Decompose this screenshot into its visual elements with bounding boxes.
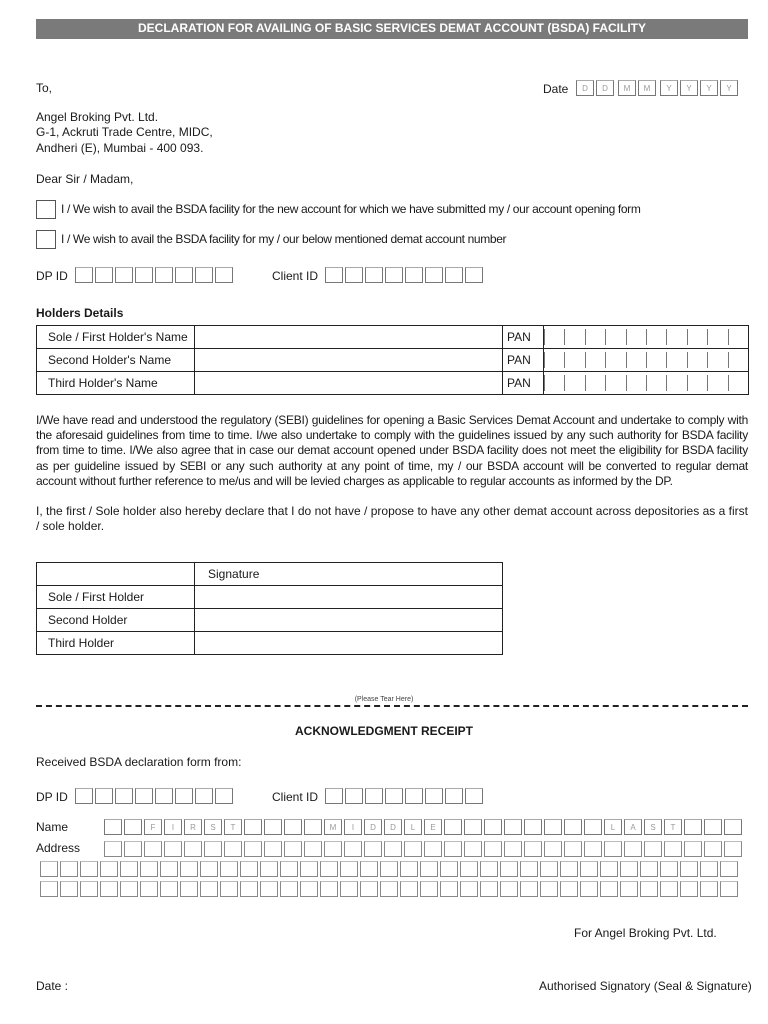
name-char-box[interactable] <box>124 819 142 835</box>
form-title: DECLARATION FOR AVAILING OF BASIC SERVICES DEMAT ACCOUNT (BSDA) FACILITY <box>36 19 748 39</box>
pan-label: PAN <box>503 372 544 395</box>
id-char-box[interactable] <box>425 788 443 804</box>
ack-title: ACKNOWLEDGMENT RECEIPT <box>295 724 473 738</box>
signature-row-label: Third Holder <box>37 632 195 655</box>
id-char-box[interactable] <box>325 267 343 283</box>
name-char-box[interactable]: R <box>184 819 202 835</box>
address-char-box[interactable] <box>140 861 158 877</box>
received-from-label: Received BSDA declaration form from: <box>36 755 242 769</box>
name-char-box[interactable] <box>284 819 302 835</box>
ack-dp-id-label: DP ID <box>36 790 68 804</box>
name-char-box[interactable] <box>544 819 562 835</box>
address-char-box[interactable] <box>200 861 218 877</box>
address-char-box[interactable] <box>340 861 358 877</box>
company-sign-label: For Angel Broking Pvt. Ltd. <box>574 926 717 940</box>
id-char-box[interactable] <box>175 788 193 804</box>
id-char-box[interactable] <box>155 788 173 804</box>
id-char-box[interactable] <box>215 267 233 283</box>
pan-input-boxes[interactable] <box>544 326 749 349</box>
name-char-box[interactable]: F <box>144 819 162 835</box>
address-char-box[interactable] <box>420 881 438 897</box>
address-char-box[interactable] <box>400 881 418 897</box>
id-char-box[interactable] <box>385 267 403 283</box>
address-char-box[interactable] <box>284 841 302 857</box>
date-char-box[interactable]: Y <box>660 80 678 96</box>
name-char-box[interactable]: T <box>224 819 242 835</box>
address-char-box[interactable] <box>80 861 98 877</box>
id-char-box[interactable] <box>465 267 483 283</box>
id-char-box[interactable] <box>155 267 173 283</box>
id-char-box[interactable] <box>345 267 363 283</box>
address-char-box[interactable] <box>580 861 598 877</box>
name-char-box[interactable]: L <box>404 819 422 835</box>
id-char-box[interactable] <box>95 267 113 283</box>
address-char-box[interactable] <box>704 841 722 857</box>
address-char-box[interactable] <box>484 841 502 857</box>
name-char-box[interactable]: A <box>624 819 642 835</box>
id-char-box[interactable] <box>445 267 463 283</box>
address-char-box[interactable] <box>520 861 538 877</box>
id-char-box[interactable] <box>385 788 403 804</box>
name-char-box[interactable] <box>444 819 462 835</box>
address-char-box[interactable] <box>560 861 578 877</box>
address-char-box[interactable] <box>60 861 78 877</box>
address-char-box[interactable] <box>40 861 58 877</box>
table-row <box>37 326 749 349</box>
holder-name-field[interactable] <box>195 349 503 372</box>
signature-field[interactable] <box>195 586 503 609</box>
id-char-box[interactable] <box>115 788 133 804</box>
address-char-box[interactable] <box>124 841 142 857</box>
date-char-box[interactable]: M <box>638 80 656 96</box>
name-char-box[interactable] <box>584 819 602 835</box>
holder-label: Sole / First Holder's Name <box>37 326 195 349</box>
address-label: Address <box>36 841 81 855</box>
salutation: Dear Sir / Madam, <box>36 172 134 186</box>
address-char-box[interactable] <box>440 861 458 877</box>
address-char-box[interactable] <box>180 881 198 897</box>
id-char-box[interactable] <box>95 788 113 804</box>
name-char-box[interactable]: T <box>664 819 682 835</box>
id-char-box[interactable] <box>195 788 213 804</box>
address-line-1: Angel Broking Pvt. Ltd. <box>36 110 159 124</box>
address-char-box[interactable] <box>600 861 618 877</box>
id-char-box[interactable] <box>405 788 423 804</box>
name-char-box[interactable] <box>684 819 702 835</box>
address-char-box[interactable] <box>180 861 198 877</box>
address-char-box[interactable] <box>264 841 282 857</box>
address-char-box[interactable] <box>584 841 602 857</box>
address-char-box[interactable] <box>120 861 138 877</box>
address-char-box[interactable] <box>220 861 238 877</box>
date-char-box[interactable]: D <box>576 80 594 96</box>
pan-label: PAN <box>503 349 544 372</box>
address-char-box[interactable] <box>644 841 662 857</box>
address-char-box[interactable] <box>560 881 578 897</box>
holders-heading: Holders Details <box>36 306 124 320</box>
id-char-box[interactable] <box>405 267 423 283</box>
address-char-box[interactable] <box>40 881 58 897</box>
id-char-box[interactable] <box>135 267 153 283</box>
holder-name-field[interactable] <box>195 326 503 349</box>
address-char-box[interactable] <box>524 841 542 857</box>
address-char-box[interactable] <box>440 881 458 897</box>
client-id-label: Client ID <box>272 269 319 283</box>
name-char-box[interactable] <box>464 819 482 835</box>
address-char-box[interactable] <box>320 861 338 877</box>
address-char-box[interactable] <box>120 881 138 897</box>
date-char-box[interactable]: Y <box>680 80 698 96</box>
tear-note: (Please Tear Here) <box>354 696 414 703</box>
address-char-box[interactable] <box>660 881 678 897</box>
name-char-box[interactable]: S <box>204 819 222 835</box>
name-char-box[interactable] <box>244 819 262 835</box>
address-char-box[interactable] <box>244 841 262 857</box>
address-char-box[interactable] <box>204 841 222 857</box>
pan-label: PAN <box>503 326 544 349</box>
id-char-box[interactable] <box>115 267 133 283</box>
address-char-box[interactable] <box>680 881 698 897</box>
address-char-box[interactable] <box>580 881 598 897</box>
address-char-box[interactable] <box>600 881 618 897</box>
name-char-box[interactable]: D <box>384 819 402 835</box>
existing-account-checkbox[interactable] <box>36 230 56 249</box>
address-char-box[interactable] <box>620 881 638 897</box>
address-char-box[interactable] <box>624 841 642 857</box>
address-char-box[interactable] <box>260 861 278 877</box>
address-char-box[interactable] <box>700 881 718 897</box>
address-char-box[interactable] <box>220 881 238 897</box>
address-char-box[interactable] <box>140 881 158 897</box>
signature-table <box>36 562 503 655</box>
id-char-box[interactable] <box>175 267 193 283</box>
name-input-boxes[interactable] <box>104 819 744 835</box>
address-char-box[interactable] <box>160 881 178 897</box>
address-input-row-3[interactable] <box>40 881 748 897</box>
address-char-box[interactable] <box>684 841 702 857</box>
id-char-box[interactable] <box>425 267 443 283</box>
address-char-box[interactable] <box>664 841 682 857</box>
address-char-box[interactable] <box>724 841 742 857</box>
address-char-box[interactable] <box>324 841 342 857</box>
address-char-box[interactable] <box>300 881 318 897</box>
client-id-input-boxes[interactable] <box>325 267 485 283</box>
name-char-box[interactable] <box>104 819 122 835</box>
name-char-box[interactable]: I <box>344 819 362 835</box>
name-char-box[interactable] <box>704 819 722 835</box>
address-char-box[interactable] <box>364 841 382 857</box>
address-char-box[interactable] <box>160 861 178 877</box>
address-char-box[interactable] <box>260 881 278 897</box>
address-char-box[interactable] <box>444 841 462 857</box>
id-char-box[interactable] <box>135 788 153 804</box>
existing-account-option-label: I / We wish to avail the BSDA facility for my / our below mentioned demat account number <box>61 232 507 246</box>
address-char-box[interactable] <box>480 861 498 877</box>
address-char-box[interactable] <box>520 881 538 897</box>
address-line-3: Andheri (E), Mumbai - 400 093. <box>36 141 204 155</box>
address-char-box[interactable] <box>144 841 162 857</box>
address-char-box[interactable] <box>544 841 562 857</box>
table-row <box>37 632 503 655</box>
authorised-signatory-label: Authorised Signatory (Seal & Signature) <box>539 979 752 993</box>
signature-header: Signature <box>195 563 503 586</box>
name-char-box[interactable]: L <box>604 819 622 835</box>
address-char-box[interactable] <box>380 861 398 877</box>
holder-label: Second Holder's Name <box>37 349 195 372</box>
table-row <box>37 349 749 372</box>
address-char-box[interactable] <box>240 881 258 897</box>
address-char-box[interactable] <box>100 881 118 897</box>
name-char-box[interactable] <box>264 819 282 835</box>
address-char-box[interactable] <box>640 881 658 897</box>
address-char-box[interactable] <box>460 881 478 897</box>
address-char-box[interactable] <box>340 881 358 897</box>
signature-row-label: Sole / First Holder <box>37 586 195 609</box>
address-char-box[interactable] <box>500 861 518 877</box>
address-char-box[interactable] <box>480 881 498 897</box>
holder-label: Third Holder's Name <box>37 372 195 395</box>
name-char-box[interactable] <box>564 819 582 835</box>
name-char-box[interactable] <box>524 819 542 835</box>
id-char-box[interactable] <box>325 788 343 804</box>
name-char-box[interactable] <box>304 819 322 835</box>
address-char-box[interactable] <box>304 841 322 857</box>
address-char-box[interactable] <box>680 861 698 877</box>
pan-input-boxes[interactable] <box>544 349 749 372</box>
address-char-box[interactable] <box>320 881 338 897</box>
address-char-box[interactable] <box>464 841 482 857</box>
name-char-box[interactable]: M <box>324 819 342 835</box>
address-char-box[interactable] <box>620 861 638 877</box>
address-char-box[interactable] <box>240 861 258 877</box>
address-char-box[interactable] <box>344 841 362 857</box>
name-char-box[interactable]: E <box>424 819 442 835</box>
id-char-box[interactable] <box>75 788 93 804</box>
new-account-checkbox[interactable] <box>36 200 56 219</box>
id-char-box[interactable] <box>365 267 383 283</box>
dp-id-label: DP ID <box>36 269 68 283</box>
table-row <box>37 609 503 632</box>
address-char-box[interactable] <box>424 841 442 857</box>
address-char-box[interactable] <box>720 861 738 877</box>
date-char-box[interactable]: Y <box>700 80 718 96</box>
table-row <box>37 586 503 609</box>
address-char-box[interactable] <box>660 861 678 877</box>
table-row <box>37 372 749 395</box>
date-char-box[interactable]: M <box>618 80 636 96</box>
address-char-box[interactable] <box>200 881 218 897</box>
address-char-box[interactable] <box>540 881 558 897</box>
date-char-box[interactable]: D <box>596 80 614 96</box>
dp-id-input-boxes[interactable] <box>75 267 235 283</box>
new-account-option-label: I / We wish to avail the BSDA facility for the new account for which we have submitted my / our account opening form <box>61 202 641 216</box>
address-char-box[interactable] <box>720 881 738 897</box>
id-char-box[interactable] <box>365 788 383 804</box>
footer-date-label: Date : <box>36 979 69 993</box>
address-char-box[interactable] <box>104 841 122 857</box>
address-char-box[interactable] <box>360 881 378 897</box>
name-char-box[interactable]: S <box>644 819 662 835</box>
id-char-box[interactable] <box>445 788 463 804</box>
table-row <box>37 563 503 586</box>
address-char-box[interactable] <box>504 841 522 857</box>
address-char-box[interactable] <box>604 841 622 857</box>
address-char-box[interactable] <box>420 861 438 877</box>
address-char-box[interactable] <box>360 861 378 877</box>
address-char-box[interactable] <box>80 881 98 897</box>
address-char-box[interactable] <box>100 861 118 877</box>
address-char-box[interactable] <box>404 841 422 857</box>
name-char-box[interactable]: D <box>364 819 382 835</box>
address-char-box[interactable] <box>500 881 518 897</box>
holder-name-field[interactable] <box>195 372 503 395</box>
name-char-box[interactable] <box>504 819 522 835</box>
ack-client-id-label: Client ID <box>272 790 319 804</box>
signature-field[interactable] <box>195 632 503 655</box>
ack-dp-id-input-boxes[interactable] <box>75 788 235 804</box>
signature-field[interactable] <box>195 609 503 632</box>
id-char-box[interactable] <box>465 788 483 804</box>
declaration-paragraph-1: I/We have read and understood the regulatory (SEBI) guidelines for opening a Basic Services Demat Account and undertake to comply with the aforesaid guidelines from time to time. I/we also undertake to comply with the guidelines issued by any such authority for BSDA facility from time to time. I/We also agree that in case our demat account opened under BSDA facility does not meet the eligibility for BSDA facility as per guideline issued by SEBI or any such authority at any point of time, my / our BSDA account will be converted to regular demat account without further reference to me/us and will be levied charges as applicable to regular accounts as informed by the DP. <box>36 413 748 488</box>
id-char-box[interactable] <box>75 267 93 283</box>
address-line-2: G-1, Ackruti Trade Centre, MIDC, <box>36 125 213 139</box>
name-char-box[interactable]: I <box>164 819 182 835</box>
address-char-box[interactable] <box>380 881 398 897</box>
address-input-row-2[interactable] <box>40 861 748 877</box>
signature-row-label: Second Holder <box>37 609 195 632</box>
date-label: Date <box>543 82 569 96</box>
ack-client-id-input-boxes[interactable] <box>325 788 485 804</box>
address-char-box[interactable] <box>224 841 242 857</box>
date-input-boxes[interactable] <box>576 80 740 96</box>
name-label: Name <box>36 820 69 834</box>
address-char-box[interactable] <box>384 841 402 857</box>
to-label: To, <box>36 81 53 95</box>
address-char-box[interactable] <box>460 861 478 877</box>
address-char-box[interactable] <box>300 861 318 877</box>
address-char-box[interactable] <box>280 861 298 877</box>
date-char-box[interactable]: Y <box>720 80 738 96</box>
declaration-paragraph-2: I, the first / Sole holder also hereby declare that I do not have / propose to have any other demat account across depositories as a first / sole holder. <box>36 504 748 534</box>
address-char-box[interactable] <box>280 881 298 897</box>
address-char-box[interactable] <box>60 881 78 897</box>
id-char-box[interactable] <box>195 267 213 283</box>
id-char-box[interactable] <box>215 788 233 804</box>
address-char-box[interactable] <box>564 841 582 857</box>
address-char-box[interactable] <box>640 861 658 877</box>
id-char-box[interactable] <box>345 788 363 804</box>
address-char-box[interactable] <box>184 841 202 857</box>
address-char-box[interactable] <box>700 861 718 877</box>
tear-line <box>36 705 748 707</box>
address-char-box[interactable] <box>540 861 558 877</box>
address-char-box[interactable] <box>164 841 182 857</box>
name-char-box[interactable] <box>484 819 502 835</box>
pan-input-boxes[interactable] <box>544 372 749 395</box>
name-char-box[interactable] <box>724 819 742 835</box>
address-input-row-1[interactable] <box>104 841 748 857</box>
address-char-box[interactable] <box>400 861 418 877</box>
holders-table <box>36 325 749 395</box>
